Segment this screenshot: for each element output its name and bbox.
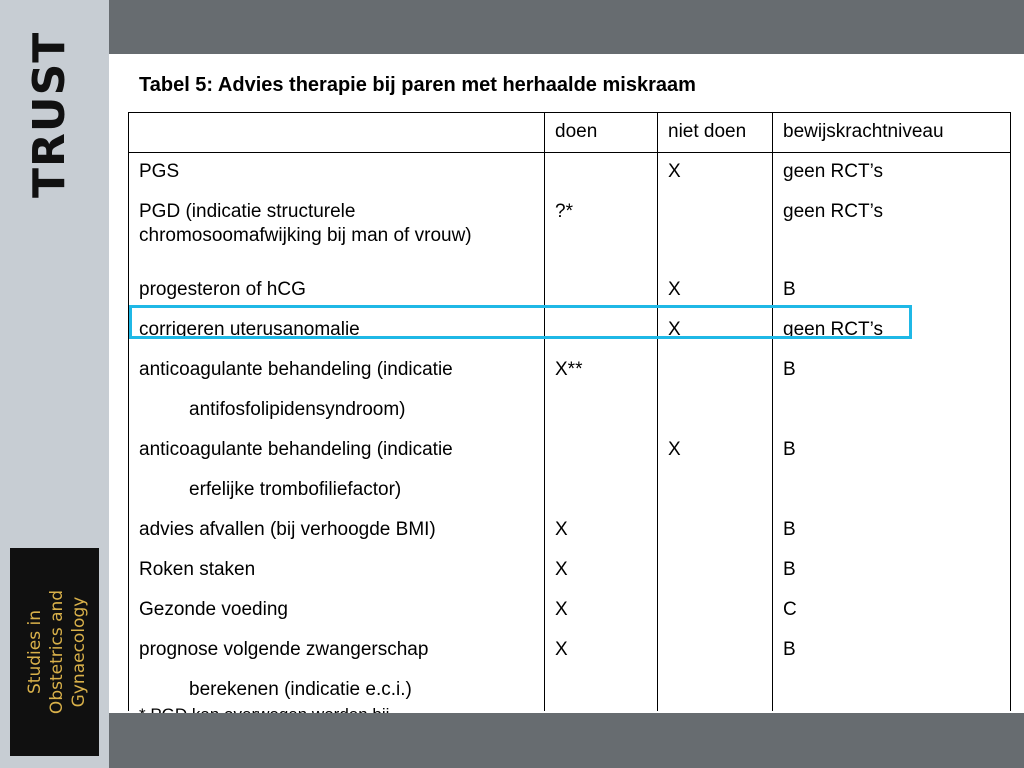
level-cell: geen RCT’s: [773, 193, 1011, 271]
level-cell: B: [773, 631, 1011, 711]
table-row: [129, 591, 1011, 631]
doen-cell: [545, 431, 658, 511]
level-cell: B: [773, 271, 1011, 311]
header-cell: [129, 113, 545, 153]
table-header-row: [129, 113, 1011, 153]
niet-doen-cell: X: [658, 311, 773, 351]
niet-doen-cell: [658, 351, 773, 431]
therapy-continuation: erfelijke trombofiliefactor): [189, 478, 402, 500]
table-row: [129, 153, 1011, 193]
slide-content: [109, 54, 1024, 713]
therapy-cell: PGD (indicatie structurele chromosoomafwijking bij man of vrouw): [129, 193, 545, 271]
bottom-bar: [109, 713, 1024, 768]
level-cell: B: [773, 551, 1011, 591]
niet-doen-cell: [658, 511, 773, 551]
logo-text: [10, 548, 98, 756]
level-cell: C: [773, 591, 1011, 631]
header-cell: niet doen: [658, 113, 773, 153]
row-highlight-box: [129, 305, 912, 339]
level-cell: B: [773, 351, 1011, 431]
therapy-continuation: berekenen (indicatie e.c.i.): [189, 678, 412, 700]
brand-text: TRUST: [24, 31, 75, 198]
sidebar: [0, 0, 109, 768]
niet-doen-cell: [658, 551, 773, 591]
therapy-cell: [129, 431, 545, 511]
journal-logo: [10, 548, 99, 756]
therapy-text: prognose volgende zwangerschap: [139, 638, 429, 660]
therapy-cell: corrigeren uterusanomalie: [129, 311, 545, 351]
header-cell: doen: [545, 113, 658, 153]
level-cell: geen RCT’s: [773, 311, 1011, 351]
therapy-text: anticoagulante behandeling (indicatie: [139, 438, 453, 460]
doen-cell: X: [545, 551, 658, 591]
doen-cell: ?*: [545, 193, 658, 271]
doen-cell: [545, 153, 658, 193]
table-row: [129, 631, 1011, 711]
top-bar: [109, 0, 1024, 54]
niet-doen-cell: [658, 591, 773, 631]
table-title: Tabel 5: Advies therapie bij paren met herhaalde miskraam: [139, 74, 696, 96]
level-cell: B: [773, 431, 1011, 511]
table-row: [129, 551, 1011, 591]
level-cell: geen RCT’s: [773, 153, 1011, 193]
niet-doen-cell: [658, 193, 773, 271]
advice-table: [128, 112, 1011, 711]
therapy-cell: Gezonde voeding: [129, 591, 545, 631]
niet-doen-cell: [658, 631, 773, 711]
doen-cell: X: [545, 591, 658, 631]
therapy-continuation: antifosfolipidensyndroom): [189, 398, 406, 420]
therapy-cell: progesteron of hCG: [129, 271, 545, 311]
niet-doen-cell: X: [658, 271, 773, 311]
therapy-text: anticoagulante behandeling (indicatie: [139, 358, 453, 380]
niet-doen-cell: X: [658, 431, 773, 511]
therapy-cell: advies afvallen (bij verhoogde BMI): [129, 511, 545, 551]
level-cell: B: [773, 511, 1011, 551]
brand-title: [24, 31, 78, 198]
therapy-cell: Roken staken: [129, 551, 545, 591]
therapy-cell: [129, 351, 545, 431]
therapy-cell: [129, 631, 545, 711]
doen-cell: X**: [545, 351, 658, 431]
niet-doen-cell: X: [658, 153, 773, 193]
header-cell: bewijskrachtniveau: [773, 113, 1011, 153]
logo-line: Obstetrics and: [47, 589, 67, 715]
doen-cell: X: [545, 631, 658, 711]
table-row: [129, 431, 1011, 511]
therapy-cell: PGS: [129, 153, 545, 193]
logo-line: Studies in: [25, 610, 45, 694]
table-row: [129, 193, 1011, 271]
doen-cell: X: [545, 511, 658, 551]
table-row: [129, 351, 1011, 431]
logo-line: Gynaecology: [69, 596, 89, 708]
table-row: [129, 511, 1011, 551]
